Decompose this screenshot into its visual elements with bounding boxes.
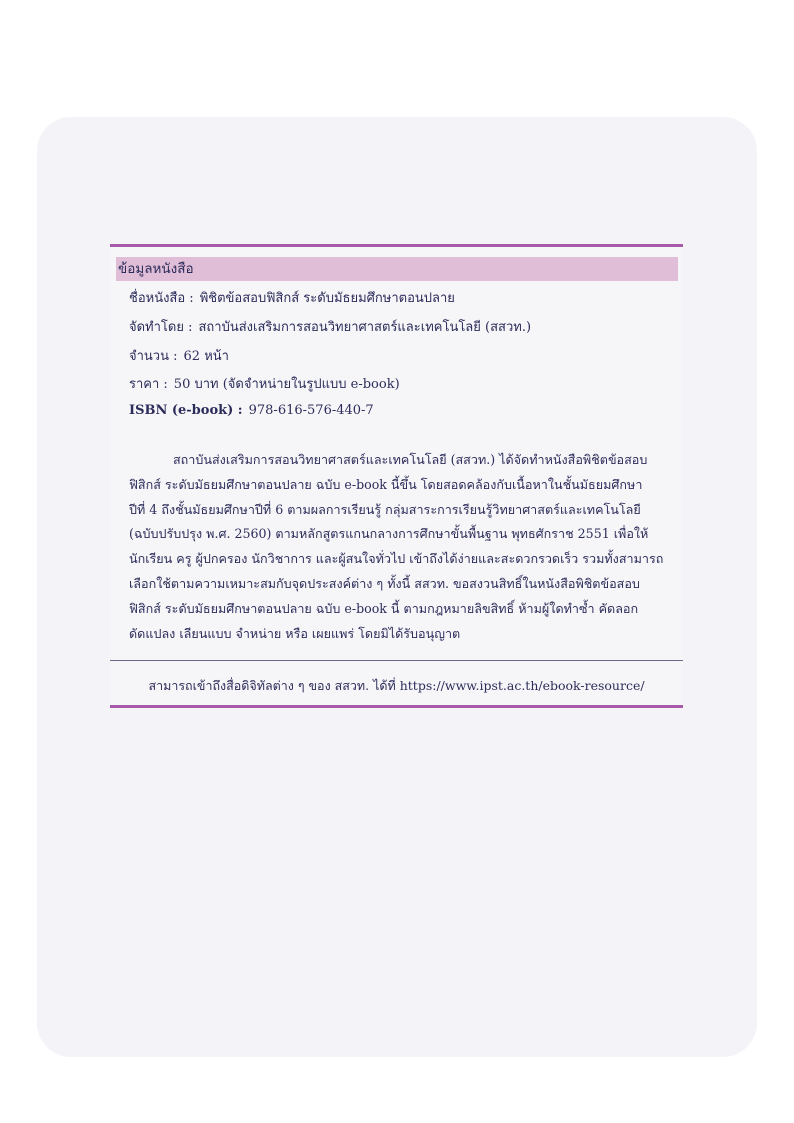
field-title-label: ชื่อหนังสือ : <box>129 291 194 306</box>
field-isbn <box>129 402 374 420</box>
description-line: ฟิสิกส์ ระดับมัธยมศึกษาตอนปลาย ฉบับ e-book นี้ขึ้น โดยสอดคล้องกับเนื้อหาในชั้นมัธยมศึกษา <box>129 476 643 492</box>
book-info-box <box>110 244 683 708</box>
description-line: ปีที่ 4 ถึงชั้นมัธยมศึกษาปีที่ 6 ตามผลการเรียนรู้ กลุ่มสาระการเรียนรู้วิทยาศาสตร์และเทคโนโลยี <box>129 501 641 517</box>
field-publisher-value: สถาบันส่งเสริมการสอนวิทยาศาสตร์และเทคโนโลยี (สสวท.) <box>198 320 532 335</box>
description-line: สถาบันส่งเสริมการสอนวิทยาศาสตร์และเทคโนโลยี (สสวท.) ได้จัดทำหนังสือพิชิตข้อสอบ <box>173 452 648 467</box>
resource-footer: สามารถเข้าถึงสื่อดิจิทัลต่าง ๆ ของ สสวท. ได้ที่ https://www.ipst.ac.th/ebook-resource/ <box>148 678 645 693</box>
field-pages <box>129 348 229 366</box>
field-isbn-label: ISBN (e-book) : <box>129 403 243 418</box>
field-price-value: 50 บาท (จัดจำหน่ายในรูปแบบ e-book) <box>173 377 400 392</box>
field-publisher-label: จัดทำโดย : <box>129 320 193 335</box>
field-title-value: พิชิตข้อสอบฟิสิกส์ ระดับมัธยมศึกษาตอนปลาย <box>199 291 455 306</box>
description-line: (ฉบับปรับปรุง พ.ศ. 2560) ตามหลักสูตรแกนกลางการศึกษาขั้นพื้นฐาน พุทธศักราช 2551 เพื่อให้ <box>129 526 649 542</box>
field-publisher <box>129 319 531 337</box>
field-price <box>129 376 400 394</box>
description-line: ฟิสิกส์ ระดับมัธยมศึกษาตอนปลาย ฉบับ e-book นี้ ตามกฎหมายลิขสิทธิ์ ห้ามผู้ใดทำซ้ำ คัดลอก <box>129 600 639 616</box>
description-line: นักเรียน ครู ผู้ปกครอง นักวิชาการ และผู้สนใจทั่วไป เข้าถึงได้ง่ายและสะดวกรวดเร็ว รวมทั้งสามารถ <box>129 551 664 567</box>
field-title <box>129 290 455 308</box>
book-description <box>129 448 671 646</box>
description-line: เลือกใช้ตามความเหมาะสมกับจุดประสงค์ต่าง ๆ ทั้งนี้ สสวท. ขอสงวนสิทธิ์ในหนังสือพิชิตข้อสอบ <box>129 575 640 591</box>
book-info-header: ข้อมูลหนังสือ <box>116 257 678 281</box>
field-pages-value: 62 หน้า <box>183 349 229 364</box>
description-line: ดัดแปลง เลียนแบบ จำหน่าย หรือ เผยแพร่ โดยมิได้รับอนุญาต <box>129 625 461 641</box>
field-price-label: ราคา : <box>129 377 168 392</box>
field-isbn-value: 978-616-576-440-7 <box>248 403 374 418</box>
field-pages-label: จำนวน : <box>129 349 178 364</box>
divider <box>110 660 683 661</box>
